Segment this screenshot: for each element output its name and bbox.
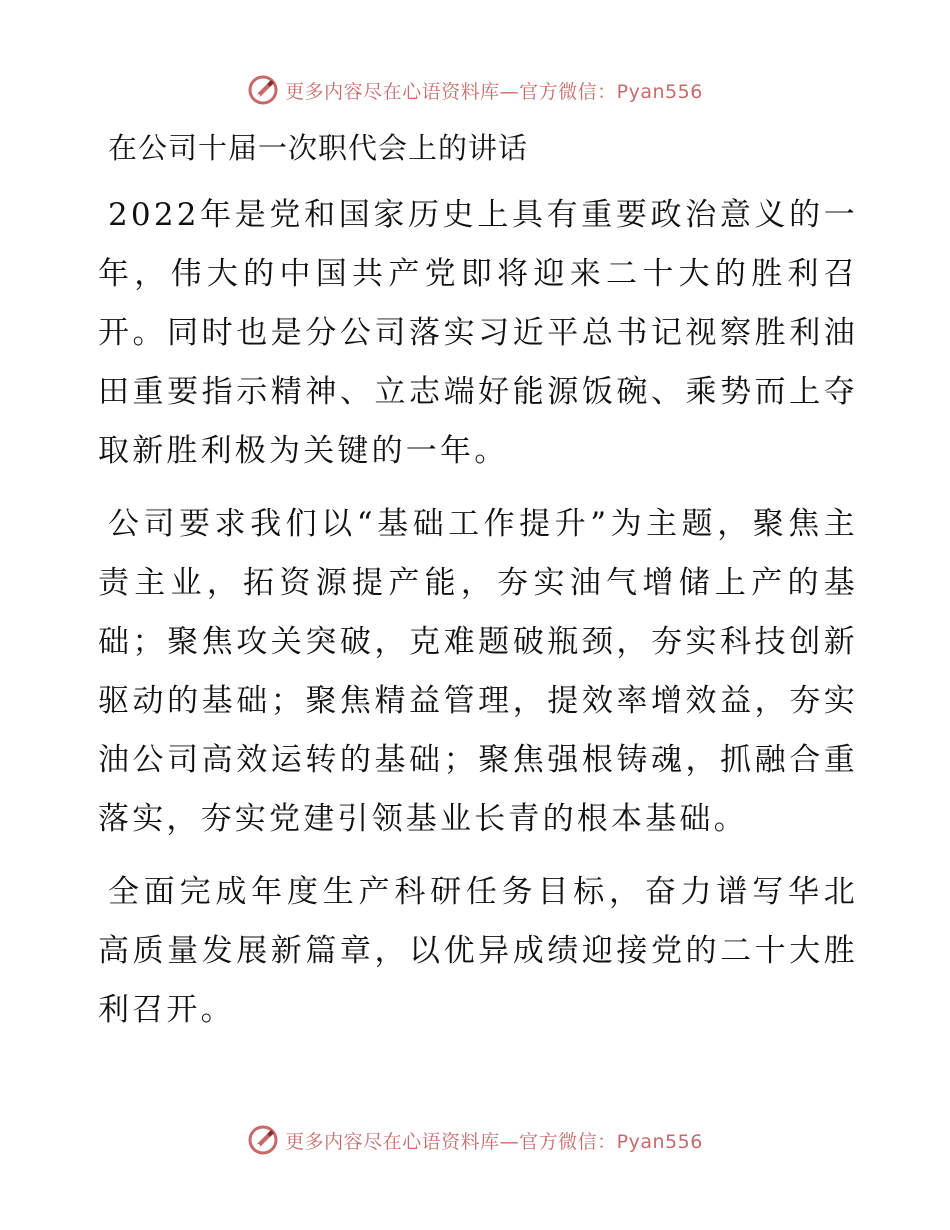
brand-logo-icon <box>247 1124 279 1156</box>
watermark-text <box>285 77 703 104</box>
watermark-main: 更多内容尽在心语资料库 <box>285 1130 500 1153</box>
watermark-separator: — <box>499 1130 520 1153</box>
watermark-text <box>285 1127 703 1154</box>
document-body <box>98 118 858 1040</box>
watermark-main: 更多内容尽在心语资料库 <box>285 80 500 103</box>
header-watermark <box>0 70 950 110</box>
watermark-separator: — <box>499 80 520 103</box>
paragraph-2: 公司要求我们以“基础工作提升”为主题，聚焦主责主业，拓资源提产能，夯实油气增储上产的基础；聚焦攻关突破，克难题破瓶颈，夯实科技创新驱动的基础；聚焦精益管理，提效率增效益，夯实油公司高效运转的基础；聚焦强根铸魂，抓融合重落实，夯实党建引领基业长青的根本基础。 <box>98 506 858 837</box>
watermark-contact: 官方微信：Pyan556 <box>519 80 703 103</box>
paragraph-3: 全面完成年度生产科研任务目标，奋力谱写华北高质量发展新篇章，以优异成绩迎接党的二十大胜利召开。 <box>98 874 858 1028</box>
watermark-contact: 官方微信：Pyan556 <box>519 1130 703 1153</box>
document-title: 在公司十届一次职代会上的讲话 <box>108 131 529 165</box>
brand-logo-icon <box>247 74 279 106</box>
footer-watermark <box>0 1120 950 1160</box>
paragraph-1: 2022年是党和国家历史上具有重要政治意义的一年，伟大的中国共产党即将迎来二十大的胜利召开。同时也是分公司落实习近平总书记视察胜利油田重要指示精神、立志端好能源饭碗、乘势而上夺取新胜利极为关键的一年。 <box>98 197 858 469</box>
